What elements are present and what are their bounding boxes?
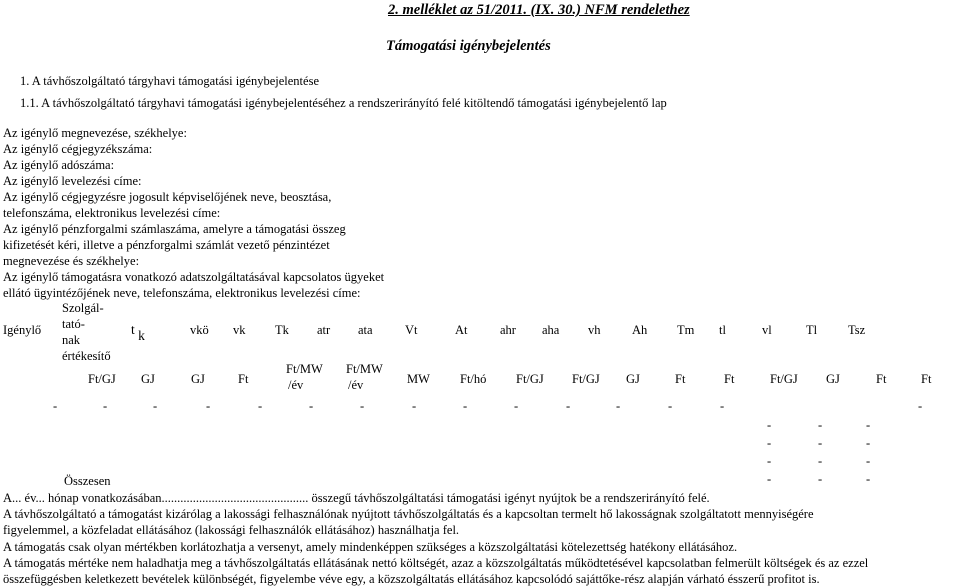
- col-header-tl: tl: [719, 323, 726, 337]
- unit-cell-ftmw: Ft/MW: [286, 362, 323, 376]
- unit-cell: Ft/GJ: [516, 372, 544, 386]
- field-registration-number: Az igénylő cégjegyzékszáma:: [3, 142, 153, 156]
- footer-paragraph-line2: figyelemmel, a közfeladat ellátásához (lakossági felhasználók ellátásához) használhatja fel.: [3, 523, 460, 537]
- empty-cell-dash: -: [566, 399, 571, 413]
- empty-cell-dash: -: [463, 399, 468, 413]
- empty-cell-dash: -: [309, 399, 314, 413]
- unit-cell: MW: [407, 372, 430, 386]
- unit-cell: GJ: [141, 372, 155, 386]
- col-header-tk: [131, 322, 145, 343]
- unit-cell-ftmw: Ft/MW: [346, 362, 383, 376]
- field-contact-line1: Az igénylő támogatásra vonatkozó adatszolgáltatásával kapcsolatos ügyeket: [3, 270, 385, 284]
- footer-ev: év...: [24, 491, 45, 505]
- col-header-ahr: ahr: [500, 323, 516, 337]
- empty-cell-dash: -: [514, 399, 519, 413]
- section-1-1-heading: 1.1. A távhőszolgáltató tárgyhavi támogatási igénybejelentéséhez a rendszerirányító felé kitöltendő támogatási igénybejelentő lap: [20, 96, 667, 110]
- footer-paragraph-line3: A támogatás csak olyan mértékben korlátozhatja a versenyt, amely mindenképpen szükséges a közszolgáltatási kötelezettség hatékony ellátásához.: [3, 540, 738, 554]
- empty-cell-dash: -: [818, 436, 823, 450]
- empty-cell-dash: -: [720, 399, 725, 413]
- field-applicant-name: Az igénylő megnevezése, székhelye:: [3, 126, 187, 140]
- tk-main: t: [131, 322, 135, 337]
- field-bank-account-line2: kifizetését kéri, illetve a pénzforgalmi számlát vezető pénzintézet: [3, 238, 330, 252]
- col-header-At: At: [455, 323, 468, 337]
- col-header-Tl: Tl: [806, 323, 818, 337]
- empty-cell-dash: -: [866, 418, 871, 432]
- field-tax-number: Az igénylő adószáma:: [3, 158, 115, 172]
- col-header-szolg-4: értékesítő: [62, 349, 111, 363]
- col-header-Tm: Tm: [677, 323, 695, 337]
- empty-cell-dash: -: [668, 399, 673, 413]
- col-header-ata: ata: [358, 323, 373, 337]
- empty-cell-dash: -: [412, 399, 417, 413]
- empty-cell-dash: -: [866, 454, 871, 468]
- unit-cell: Ft: [724, 372, 735, 386]
- document-reference-title: 2. melléklet az 51/2011. (IX. 30.) NFM rendelethez: [388, 2, 690, 18]
- field-representative-line1: Az igénylő cégjegyzésre jogosult képviselőjének neve, beosztása,: [3, 190, 332, 204]
- unit-cell: Ft: [921, 372, 932, 386]
- footer-a: A...: [3, 491, 22, 505]
- col-header-vkö: vkö: [190, 323, 209, 337]
- empty-cell-dash: -: [918, 399, 923, 413]
- unit-cell-ftmw: /év: [288, 378, 304, 392]
- col-header-Vt: Vt: [405, 323, 418, 337]
- unit-cell: Ft/GJ: [770, 372, 798, 386]
- empty-cell-dash: -: [258, 399, 263, 413]
- empty-cell-dash: -: [53, 399, 58, 413]
- footer-dots: ...............................................: [161, 491, 309, 505]
- col-header-Tsz: Tsz: [848, 323, 866, 337]
- empty-cell-dash: -: [818, 418, 823, 432]
- empty-cell-dash: -: [153, 399, 158, 413]
- col-header-vh: vh: [588, 323, 601, 337]
- section-1-heading: 1. A távhőszolgáltató tárgyhavi támogatási igénybejelentése: [20, 74, 319, 88]
- empty-cell-dash: -: [616, 399, 621, 413]
- unit-cell: Ft/GJ: [572, 372, 600, 386]
- footer-paragraph-line4: A támogatás mértéke nem haladhatja meg a távhőszolgáltatás ellátásának nettó költségét, azaz a közszolgáltatás működtetésével kapcsolatban felmerült költségek és az ezzel: [3, 556, 869, 570]
- empty-cell-dash: -: [767, 436, 772, 450]
- field-representative-line2: telefonszáma, elektronikus levelezési címe:: [3, 206, 221, 220]
- empty-cell-dash: -: [360, 399, 365, 413]
- col-header-igenylo: Igénylő: [3, 323, 42, 337]
- footer-paragraph-line5: összefüggésben keletkezett bevételek különbségét, figyelembe véve egy, a közszolgáltatás ellátásához kapcsolódó sajáttőke-rész alapján várható ésszerű profitot is.: [3, 572, 820, 586]
- unit-cell: Ft/GJ: [88, 372, 116, 386]
- form-title: Támogatási igénybejelentés: [386, 38, 551, 54]
- col-header-szolg-3: nak: [62, 333, 81, 347]
- footer-amount-text: összegű távhőszolgáltatási támogatási igényt nyújtok be a rendszerirányító felé.: [311, 491, 710, 505]
- footer-declaration-line: [3, 491, 710, 505]
- empty-cell-dash: -: [818, 472, 823, 486]
- total-label: Összesen: [64, 474, 111, 488]
- col-header-atr: atr: [317, 323, 331, 337]
- unit-cell: GJ: [826, 372, 840, 386]
- unit-cell: GJ: [626, 372, 640, 386]
- unit-cell: Ft/hó: [460, 372, 487, 386]
- empty-cell-dash: -: [866, 472, 871, 486]
- field-contact-line2: ellátó ügyintézőjének neve, telefonszáma, elektronikus levelezési címe:: [3, 286, 361, 300]
- footer-paragraph-line1: A távhőszolgáltató a támogatást kizárólag a lakossági felhasználónak nyújtott távhőszolgáltatás és a kapcsoltan termelt hő lakosságnak szolgáltatott mennyiségére: [3, 507, 814, 521]
- tk-subscript: k: [138, 328, 145, 343]
- empty-cell-dash: -: [866, 436, 871, 450]
- field-bank-account-line3: megnevezése és székhelye:: [3, 254, 140, 268]
- col-header-Ah: Ah: [632, 323, 648, 337]
- field-bank-account-line1: Az igénylő pénzforgalmi számlaszáma, amelyre a támogatási összeg: [3, 222, 346, 236]
- empty-cell-dash: -: [767, 454, 772, 468]
- unit-cell: Ft: [675, 372, 686, 386]
- unit-cell: Ft: [876, 372, 887, 386]
- empty-cell-dash: -: [103, 399, 108, 413]
- col-header-aha: aha: [542, 323, 560, 337]
- col-header-vl: vl: [762, 323, 772, 337]
- field-postal-address: Az igénylő levelezési címe:: [3, 174, 142, 188]
- empty-cell-dash: -: [767, 418, 772, 432]
- footer-honap: hónap vonatkozásában: [48, 491, 162, 505]
- col-header-szolg-2: tató-: [62, 317, 85, 331]
- col-header-Tk: Tk: [275, 323, 289, 337]
- unit-cell: Ft: [238, 372, 249, 386]
- col-header-szolg-1: Szolgál-: [62, 301, 104, 315]
- unit-cell-ftmw: /év: [348, 378, 364, 392]
- unit-cell: GJ: [191, 372, 205, 386]
- empty-cell-dash: -: [767, 472, 772, 486]
- empty-cell-dash: -: [206, 399, 211, 413]
- empty-cell-dash: -: [818, 454, 823, 468]
- col-header-vk: vk: [233, 323, 246, 337]
